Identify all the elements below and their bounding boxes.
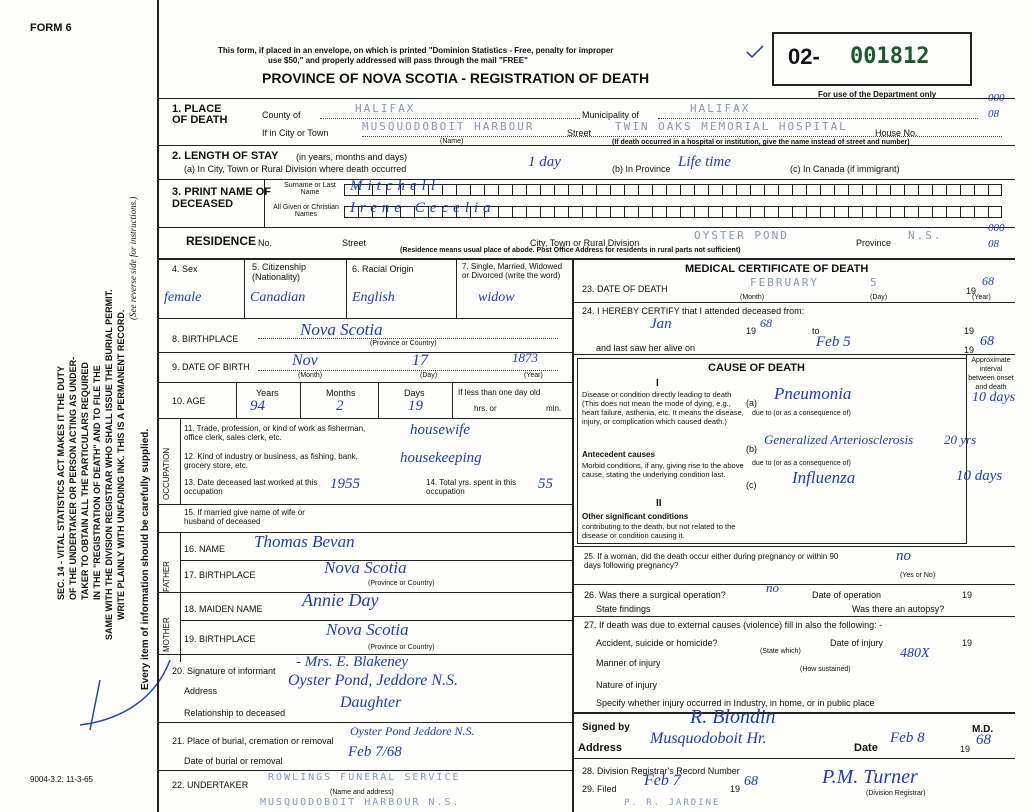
municipality-label: Municipality of — [582, 110, 640, 120]
dept-code-1: 000 — [988, 92, 1005, 104]
side-notice-7: (See reverse side for instructions.) — [128, 196, 138, 320]
interval-b-value[interactable]: 20 yrs — [944, 432, 977, 447]
residence-note: (Residence means usual place of abode. Post Office Address for residents in rural parts not sufficient) — [400, 247, 741, 254]
stay-b-label: (b) In Province — [612, 164, 671, 174]
rule-top — [157, 98, 1015, 99]
antecedent-label: Antecedent causes — [582, 450, 655, 459]
citizenship-label: 5. Citizenship (Nationality) — [252, 262, 307, 282]
q14-label: 14. Total yrs. spent in this occupation — [426, 478, 517, 496]
cause-b-value[interactable]: Generalized Arteriosclerosis — [764, 432, 914, 447]
birthplace-line — [258, 338, 558, 339]
stay-a-value[interactable]: 1 day — [528, 154, 561, 170]
maiden-value[interactable]: Annie Day — [302, 590, 379, 610]
sex-label: 4. Sex — [172, 264, 198, 274]
mail-notice-1: This form, if placed in an envelope, on which is printed "Dominion Statistics - Free, penalty for improper — [218, 46, 614, 55]
citizenship-value[interactable]: Canadian — [250, 290, 306, 305]
q27-label: 27. If death was due to external causes (violence) fill in also the following: - — [584, 620, 883, 630]
cause-c-tag: (c) — [746, 480, 757, 490]
state-findings-label: State findings — [596, 604, 651, 614]
city-line — [362, 136, 1002, 137]
burial-label: 21. Place of burial, cremation or removal — [172, 736, 334, 746]
county-value[interactable]: HALIFAX — [355, 102, 416, 115]
stay-a-label: (a) In City, Town or Rural Division where death occurred — [184, 164, 407, 174]
state-which-hint: (State which) — [760, 648, 801, 655]
frame-left — [157, 0, 159, 812]
to-19: 19 — [964, 326, 975, 336]
q25-value[interactable]: no — [896, 548, 911, 564]
attended-to-label: to — [812, 326, 820, 336]
burial-date-value[interactable]: Feb 7/68 — [348, 744, 402, 760]
last-saw-label: and last saw her alive on — [596, 343, 696, 353]
age-years[interactable]: 94 — [250, 398, 265, 414]
house-label: House No. — [875, 128, 918, 138]
filed-label: 29. Filed — [582, 784, 617, 794]
op-19: 19 — [962, 590, 973, 600]
q26-value[interactable]: no — [766, 580, 779, 595]
place-label: 1. PLACE OF DEATH — [172, 103, 228, 126]
dob-year-hint: (Year) — [524, 372, 543, 379]
filed-date[interactable]: Feb 7 — [644, 772, 681, 789]
rule-i1 — [157, 722, 572, 723]
last-saw-value[interactable]: Feb 5 — [816, 334, 851, 350]
surname-value[interactable]: Mitchell — [350, 178, 440, 194]
due-to-1: due to (or as a consequence of) — [752, 410, 851, 417]
q13-label: 13. Date deceased last worked at this occupation — [184, 478, 318, 496]
undertaker-hint: (Name and address) — [330, 789, 394, 796]
rule-r1 — [572, 302, 1015, 303]
rule-i2 — [157, 770, 572, 771]
mother-birthplace-value[interactable]: Nova Scotia — [326, 620, 409, 639]
registrar-stamp: P. R. JARDINE — [624, 798, 721, 808]
dod-year[interactable]: 68 — [982, 274, 994, 288]
cause-title: CAUSE OF DEATH — [708, 362, 805, 374]
rule-r5 — [572, 616, 1015, 617]
side-notice-5: SAME WITH THE DIVISION REGISTRAR WHO SHALL ISSUE THE BURIAL PERMIT. — [104, 289, 114, 640]
city-name-hint: (Name) — [440, 138, 464, 145]
racial-divider — [456, 258, 457, 318]
cause-a-value[interactable]: Pneumonia — [774, 384, 852, 403]
given-label: All Given or Christian Names — [273, 204, 339, 218]
stay-sub: (in years, months and days) — [296, 152, 408, 162]
antecedent-sub: Morbid conditions, if any, giving rise to the above cause, stating the underlying condition last. — [582, 461, 744, 479]
cause-b-tag: (b) — [746, 444, 757, 454]
hrs-label: hrs. or — [474, 404, 497, 413]
rule-p3 — [157, 382, 572, 383]
municipality-line — [658, 118, 978, 119]
given-name-value[interactable]: Irene Cecelia — [350, 200, 496, 216]
filed-year[interactable]: 68 — [744, 774, 758, 789]
days-label: Days — [404, 388, 425, 398]
form-title: PROVINCE OF NOVA SCOTIA - REGISTRATION OF DEATH — [262, 70, 650, 86]
every-item-notice: Every item of information should be carefully supplied. — [140, 428, 151, 690]
racial-value[interactable]: English — [352, 290, 395, 305]
residence-code-2: 08 — [988, 238, 999, 250]
residence-province-label: Province — [856, 238, 892, 248]
birthplace-value[interactable]: Nova Scotia — [300, 320, 383, 339]
dod-month[interactable]: FEBRUARY — [750, 276, 819, 289]
last-19: 19 — [964, 345, 975, 355]
form-code: 9004-3.2: 11-3-65 — [30, 775, 94, 784]
dod-label: 23. DATE OF DEATH — [582, 284, 668, 294]
informant-signature[interactable]: - Mrs. E. Blakeney — [296, 654, 409, 670]
yes-no-hint: (Yes or No) — [900, 572, 936, 579]
street-value[interactable]: TWIN OAKS MEMORIAL HOSPITAL — [615, 120, 848, 133]
occupation-tag: OCCUPATION — [162, 447, 171, 500]
interval-a-value[interactable]: 10 days — [972, 390, 1016, 405]
side-notice-6: WRITE PLAINLY WITH UNFADING INK. THIS IS A PERMANENT RECORD. — [116, 309, 126, 620]
side-notice-2: OF THE UNDERTAKER OR PERSON ACTING AS UNDER- — [68, 356, 78, 600]
dod-day[interactable]: 5 — [870, 276, 879, 289]
age-d4 — [452, 382, 453, 418]
min-label: min. — [546, 404, 562, 413]
maiden-label: 18. MAIDEN NAME — [184, 604, 263, 614]
attended-from[interactable]: Jan — [650, 316, 672, 332]
age-months[interactable]: 2 — [336, 398, 344, 414]
injury-19: 19 — [962, 638, 973, 648]
how-hint: (How sustained) — [800, 666, 851, 673]
interval-divider — [966, 354, 967, 544]
physician-signature[interactable]: R. Blondin — [690, 706, 776, 728]
q25-label: 25. If a woman, did the death occur either during pregnancy or within 90 days following pregnancy? — [584, 552, 839, 570]
accident-label: Accident, suicide or homicide? — [596, 638, 718, 648]
manner-code: 480X — [900, 646, 930, 661]
pen-scribble — [60, 640, 180, 740]
dob-year[interactable]: 1873 — [512, 350, 538, 365]
age-d2 — [300, 382, 301, 418]
residence-street-label: Street — [342, 238, 367, 248]
rule-2 — [157, 179, 1015, 180]
registrar-signature[interactable]: P.M. Turner — [822, 766, 918, 788]
informant-label: 20. Signature of informant — [172, 666, 276, 676]
rule-p1 — [157, 318, 572, 319]
q26-label: 26. Was there a surgical operation? — [584, 590, 726, 600]
registrar-hint: (Division Registrar) — [866, 790, 926, 797]
registration-number-box — [772, 32, 972, 86]
specify-label: Specify whether injury occurred in Industry, in home, or in public place — [596, 698, 875, 708]
sign-date-value[interactable]: Feb 8 — [890, 730, 925, 746]
citizenship-divider — [346, 258, 347, 318]
rule-r3 — [572, 546, 1015, 547]
residence-code-1: 000 — [988, 222, 1005, 234]
q12-label: 12. Kind of industry or business, as fishing, bank, grocery store, etc. — [184, 452, 358, 470]
nature-label: Nature of injury — [596, 680, 658, 690]
name-label: 3. PRINT NAME OF DECEASED — [172, 186, 272, 210]
rule-r6 — [572, 712, 1015, 714]
attended-label: 24. I HEREBY CERTIFY that I attended deceased from: — [582, 306, 805, 316]
reg-prefix: 02- — [788, 44, 820, 69]
surname-boxes — [344, 184, 1002, 196]
informant-address-value[interactable]: Oyster Pond, Jeddore N.S. — [288, 672, 459, 689]
street-label: Street — [567, 128, 592, 138]
occ-divider — [180, 418, 181, 504]
residence-city-label: City, Town or Rural Division — [530, 238, 640, 248]
relationship-label: Relationship to deceased — [184, 708, 286, 718]
father-tag: FATHER — [162, 561, 171, 592]
dod-year-prefix: 19 — [966, 286, 977, 296]
city-value[interactable]: MUSQUODOBOIT HARBOUR — [362, 120, 535, 133]
injury-date-label: Date of injury — [830, 638, 884, 648]
rule-p6 — [157, 532, 572, 533]
total-years-value[interactable]: 55 — [538, 476, 553, 492]
name-divider — [264, 179, 265, 227]
medical-title: MEDICAL CERTIFICATE OF DEATH — [685, 263, 869, 275]
rule-r7 — [572, 758, 1015, 759]
surname-label: Surname or Last Name — [284, 182, 336, 196]
father-name-value[interactable]: Thomas Bevan — [254, 532, 355, 551]
rule-r4 — [572, 584, 1015, 585]
cause-a-tag: (a) — [746, 398, 757, 408]
rule-r2 — [572, 354, 1015, 355]
residence-no-label: No. — [258, 238, 273, 248]
mail-notice-2: use $50," and properly addressed will pass through the mail "FREE" — [268, 56, 528, 65]
years-label: Years — [256, 388, 279, 398]
county-line — [320, 118, 580, 119]
marital-value[interactable]: widow — [478, 290, 515, 305]
residence-city-value[interactable]: OYSTER POND — [694, 229, 789, 242]
institution-hint: (If death occurred in a hospital or institution, give the name instead of street and number) — [612, 139, 910, 146]
burial-place-value[interactable]: Oyster Pond Jeddore N.S. — [350, 724, 475, 738]
roman-one: I — [656, 378, 659, 389]
md-label: M.D. — [972, 724, 994, 735]
reg-number: 001812 — [850, 44, 930, 69]
dept-code-2: 08 — [988, 108, 999, 120]
physician-address-value[interactable]: Musquodoboit Hr. — [650, 730, 767, 747]
other-label: Other significant conditions — [582, 512, 689, 521]
dod-year-hint: (Year) — [972, 294, 991, 301]
rule-p4 — [157, 418, 572, 419]
attended-from-year[interactable]: 68 — [760, 316, 772, 330]
birthplace-label: 8. BIRTHPLACE — [172, 334, 239, 344]
industry-value[interactable]: housekeeping — [400, 450, 482, 466]
record-number-label: 28. Division Registrar's Record Number — [582, 766, 740, 776]
disease-label: Disease or condition directly leading to death (This does not mean the mode of dying, e.g., heart failure, asthenia, etc. It means the disease, injury, or complication which caused death.) — [582, 390, 744, 426]
last-saw-year[interactable]: 68 — [980, 334, 994, 349]
stay-label: 2. LENGTH OF STAY — [172, 150, 279, 162]
relationship-value[interactable]: Daughter — [340, 694, 402, 711]
dob-month-hint: (Month) — [298, 372, 323, 379]
racial-label: 6. Racial Origin — [352, 264, 414, 274]
occupation-value[interactable]: housewife — [410, 422, 470, 438]
municipality-value[interactable]: HALIFAX — [690, 102, 751, 115]
autopsy-label: Was there an autopsy? — [852, 604, 945, 614]
cause-c-value[interactable]: Influenza — [792, 468, 856, 487]
side-notice-1: SEC. 14 - VITAL STATISTICS ACT MAKES IT THE DUTY — [56, 365, 66, 600]
county-label: County of — [262, 110, 301, 120]
rule-4 — [157, 258, 1015, 260]
dod-month-hint: (Month) — [740, 294, 765, 301]
age-days[interactable]: 19 — [408, 398, 423, 414]
father-province-hint: (Province or Country) — [368, 580, 435, 587]
checkmark-icon — [745, 44, 765, 60]
q11-label: 11. Trade, profession, or kind of work as fisherman, office clerk, sales clerk, etc. — [184, 424, 366, 442]
q15-label: 15. If married give name of wife or husband of deceased — [184, 508, 305, 526]
sign-date-year[interactable]: 68 — [976, 732, 991, 748]
rule-p5 — [157, 504, 572, 505]
side-notice-3: TAKER TO OBTAIN ALL THE PARTICULARS REQUIRED — [80, 362, 90, 600]
undertaker-label: 22. UNDERTAKER — [172, 780, 249, 790]
manner-label: Manner of injury — [596, 658, 661, 668]
residence-province-value[interactable]: N.S. — [908, 229, 943, 242]
sign-19: 19 — [960, 744, 971, 754]
father-name-label: 16. NAME — [184, 544, 226, 554]
months-label: Months — [326, 388, 356, 398]
interval-c-value[interactable]: 10 days — [956, 468, 1003, 484]
form-number: FORM 6 — [30, 22, 72, 34]
physician-address-label: Address — [578, 742, 623, 754]
last-worked-value[interactable]: 1955 — [330, 476, 360, 492]
undertaker-value[interactable]: ROWLINGS FUNERAL SERVICE — [268, 772, 461, 783]
due-to-2: due to (or as a consequence of) — [752, 460, 851, 467]
stay-c-label: (c) In Canada (if immigrant) — [790, 164, 900, 174]
dod-day-hint: (Day) — [870, 294, 888, 301]
dob-day-hint: (Day) — [420, 372, 438, 379]
lessday-label: If less than one day old — [458, 388, 541, 397]
mother-province-hint: (Province or Country) — [368, 644, 435, 651]
from-19: 19 — [746, 326, 757, 336]
age-d3 — [378, 382, 379, 418]
stay-b-value[interactable]: Life time — [678, 154, 731, 170]
roman-two: II — [656, 498, 662, 509]
age-d1 — [236, 382, 237, 418]
mother-tag: MOTHER — [162, 617, 171, 652]
filed-19: 19 — [730, 784, 741, 794]
undertaker-address[interactable]: MUSQUODOBOIT HARBOUR N.S. — [260, 797, 461, 808]
residence-label: RESIDENCE — [186, 234, 257, 248]
parent-divider — [180, 532, 181, 662]
dob-line — [258, 370, 558, 371]
rule-3 — [157, 227, 1015, 228]
column-divider — [572, 258, 574, 812]
dept-use-label: For use of the Department only — [818, 90, 937, 99]
sex-divider — [244, 258, 245, 318]
side-notice-4: IN THE "REGISTRATION OF DEATH" AND TO FILE THE — [92, 365, 102, 600]
marital-label: 7. Single, Married, Widowed or Divorced (write the word) — [462, 262, 563, 280]
op-date-label: Date of operation — [812, 590, 882, 600]
dob-day[interactable]: 17 — [412, 352, 428, 369]
city-label: If in City or Town — [262, 128, 329, 138]
father-birthplace-label: 17. BIRTHPLACE — [184, 570, 256, 580]
burial-date-label: Date of burial or removal — [184, 756, 283, 766]
dob-month[interactable]: Nov — [292, 352, 318, 369]
informant-address-label: Address — [184, 686, 218, 696]
other-sub: contributing to the death, but not related to the disease or condition causing it. — [582, 522, 736, 540]
signed-label: Signed by — [582, 722, 630, 733]
interval-label: Approximate interval between onset and death — [968, 357, 1014, 391]
sign-date-label: Date — [854, 742, 878, 754]
dob-label: 9. DATE OF BIRTH — [172, 362, 250, 372]
age-label: 10. AGE — [172, 396, 206, 406]
father-birthplace-value[interactable]: Nova Scotia — [324, 558, 407, 577]
rule-p2 — [157, 352, 572, 353]
sex-value[interactable]: female — [164, 290, 202, 305]
birthplace-hint: (Province or Country) — [370, 340, 437, 347]
mother-birthplace-label: 19. BIRTHPLACE — [184, 634, 256, 644]
